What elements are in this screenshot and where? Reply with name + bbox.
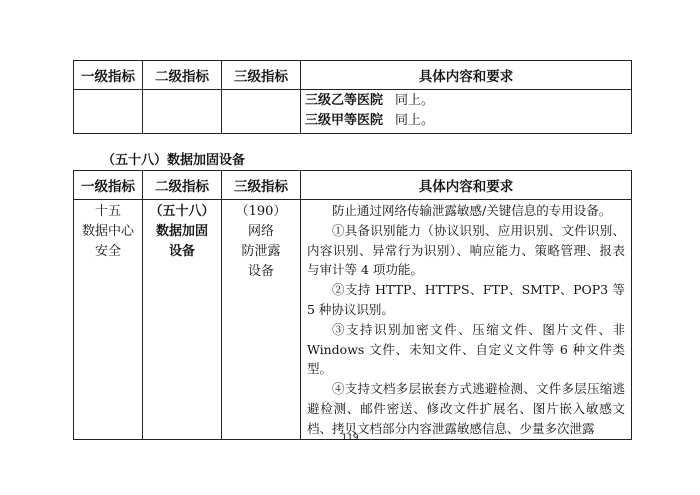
- header-content: 具体内容和要求: [301, 171, 632, 200]
- level2-line: 数据加固: [155, 224, 208, 239]
- grade-label: 三级甲等医院: [305, 113, 384, 128]
- level3-cell: [222, 200, 301, 440]
- level1-line: 安全: [94, 244, 121, 259]
- level1-line: 十五: [94, 204, 121, 219]
- level1-cell: [74, 200, 143, 440]
- empty-cell: [222, 90, 301, 134]
- level1-line: 数据中心: [81, 224, 134, 239]
- level3-line: 设备: [247, 264, 274, 279]
- header-level3: 三级指标: [222, 61, 301, 90]
- content-cell: [301, 200, 632, 440]
- content-paragraph: ①具备识别能力（协议识别、应用识别、文件识别、内容识别、异常行为识别）、响应能力、策略管理、报表与审计等 4 项功能。: [307, 222, 625, 278]
- content-paragraph: ④支持文档多层嵌套方式逃避检测、文件多层压缩逃避检测、邮件密送、修改文件扩展名、图片嵌入敏感文档、拷贝文档部分内容泄露敏感信息、少量多次泄露: [307, 381, 625, 436]
- level3-line: 网络: [247, 224, 274, 239]
- header-level1: 一级指标: [74, 61, 143, 90]
- header-content: 具体内容和要求: [301, 61, 632, 90]
- page-number: 119: [341, 433, 359, 443]
- content-paragraph: ③支持识别加密文件、压缩文件、图片文件、非 Windows 文件、未知文件、自定义文件等 6 种文件类型。: [307, 321, 625, 377]
- header-level2: 二级指标: [143, 171, 222, 200]
- content-paragraph: 防止通过网络传输泄露敏感/关键信息的专用设备。: [332, 203, 612, 218]
- top-table: [73, 60, 632, 134]
- empty-cell: [74, 90, 143, 134]
- level3-line: 防泄露: [241, 244, 281, 259]
- grade-text: 同上。: [395, 93, 435, 108]
- grade-cell: [301, 90, 632, 134]
- level2-line: 设备: [168, 244, 195, 259]
- grade-row: [301, 91, 631, 111]
- empty-cell: [143, 90, 222, 134]
- level3-line: （190）: [235, 204, 287, 219]
- header-level1: 一级指标: [74, 171, 143, 200]
- grade-row: [301, 111, 631, 131]
- header-level3: 三级指标: [222, 171, 301, 200]
- grade-text: 同上。: [395, 113, 435, 128]
- section-title: （五十八）数据加固设备: [102, 153, 246, 168]
- main-table: [73, 170, 632, 440]
- grade-label: 三级乙等医院: [305, 93, 384, 108]
- content-paragraph: ②支持 HTTP、HTTPS、FTP、SMTP、POP3 等 5 种协议识别。: [307, 282, 625, 317]
- level2-cell: [143, 200, 222, 440]
- header-level2: 二级指标: [143, 61, 222, 90]
- level2-line: （五十八）: [149, 204, 215, 219]
